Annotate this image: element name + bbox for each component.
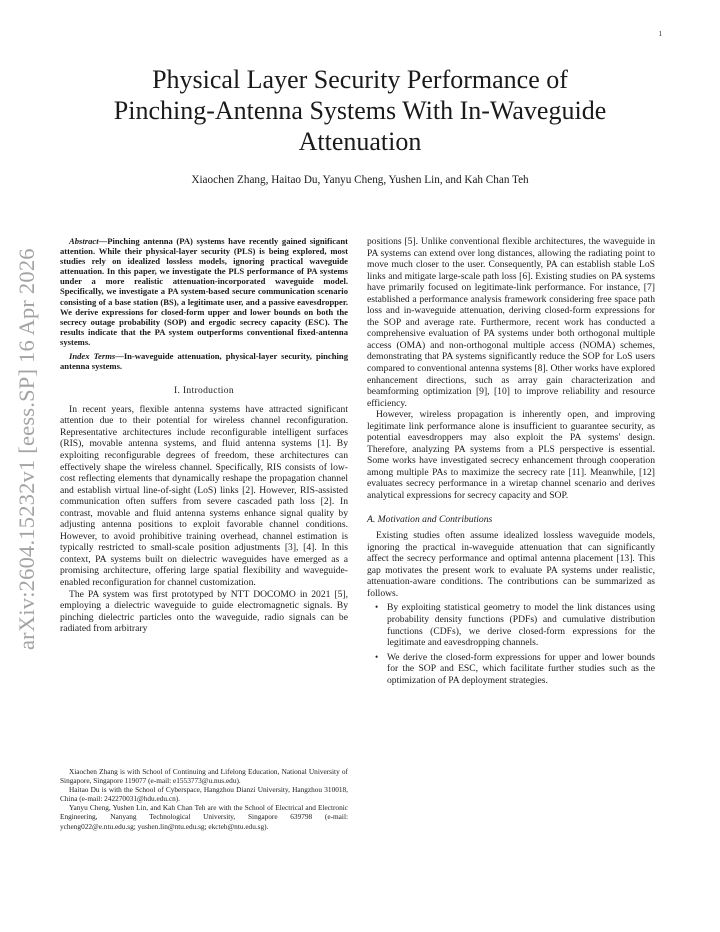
- paper-title: [60, 64, 660, 157]
- page-number: 1: [658, 30, 662, 38]
- intro-paragraph: The PA system was first prototyped by NTT DOCOMO in 2021 [5], employing a dielectric waveguide to guide electromagnetic signals. By pinching dielectric particles onto the waveguide, radio signals can be radiated from arbitrary: [60, 588, 348, 635]
- index-terms-label: Index Terms: [69, 351, 116, 362]
- title-line: Physical Layer Security Performance of: [152, 65, 568, 94]
- abstract-label: Abstract: [69, 236, 99, 246]
- index-terms-text: —In-waveguide attenuation, physical-layer security, pinching antenna systems.: [60, 351, 348, 372]
- intro-paragraph: In recent years, flexible antenna systems have attracted significant attention due to their potential for wireless channel reconfiguration. Representative architectures include reconfigurable intelligent surfaces (RIS), movable antenna systems, and fluid antenna systems [1]. By exploiting reconfigurable degrees of freedom, these architectures can effectively shape the wireless channel. Specifically, RIS consists of low-cost reflecting elements that dynamically reshape the propagation channel and establish virtual line-of-sight (LoS) links [2]. However, RIS-assisted communication often suffers from severe cascaded path loss [2]. In contrast, movable and fluid antenna systems enhance signal quality by adjusting antenna positions to exploit favorable channel conditions. However, to avoid prohibitive training overhead, channel estimation is typically restricted to small-scale position adjustments [3], [4]. In this context, PA systems built on dielectric waveguides have emerged as a promising architecture, offering large spatial flexibility and waveguide-enabled reconfiguration for channel customization.: [60, 403, 348, 588]
- body-paragraph: positions [5]. Unlike conventional flexible architectures, the waveguide in PA systems can extend over long distances, allowing the radiating point to move much closer to the user. Consequently, PA can establish stable LoS links and mitigate large-scale path loss [6]. Existing studies on PA systems have primarily focused on legitimate-link performance. For instance, [7] established a performance analysis framework considering free space path loss and in-waveguide attenuation, deriving closed-form expressions for the SOP and average rate. Furthermore, recent work has conducted a comprehensive evaluation of PA systems under both orthogonal multiple access (OMA) and non-orthogonal multiple access (NOMA) schemes, demonstrating that PA systems significantly reduce the SOP for LoS users compared to conventional antenna systems [8]. Other works have explored enhancement directions, such as array gain characterization and beamforming optimization [9], [10] to improve reliability and resource efficiency.: [367, 236, 655, 409]
- footnote: Yanyu Cheng, Yushen Lin, and Kah Chan Teh are with the School of Electrical and Electronic Engineering, Nanyang Technological University, Singapore 639798 (e-mail: ycheng022@e.ntu.edu.sg; yushen.lin@ntu.edu.sg; ekcteh@ntu.edu.sg).: [60, 803, 348, 831]
- contribution-text: We derive the closed-form expressions for upper and lower bounds for the SOP and ESC, which facilitate further studies such as the optimization of PA deployment strategies.: [387, 651, 655, 686]
- abstract: [60, 236, 348, 347]
- footnote: Haitao Du is with the School of Cyberspace, Hangzhou Dianzi University, Hangzhou 310018, China (e-mail: 242270031@hdu.edu.cn).: [60, 785, 348, 804]
- bullet-icon: •: [375, 651, 379, 662]
- index-terms: [60, 351, 348, 371]
- arxiv-identifier: arXiv:2604.15232v1 [eess.SP] 16 Apr 2026: [14, 248, 39, 650]
- contribution-item: [375, 602, 655, 649]
- body-paragraph: However, wireless propagation is inherently open, and improving legitimate link performance alone is insufficient to guarantee security, as potential eavesdroppers may also exploit the PA systems' design. Therefore, analyzing PA systems from a PLS perspective is essential. Some works have investigated secrecy enhancement through cooperation among multiple PAs to maximize the secrecy rate [11]. Meanwhile, [12] evaluates secrecy performance in a wiretap channel scenario and derives analytical expressions for secrecy capacity and SOP.: [367, 409, 655, 502]
- author-affiliation-footnotes: [60, 767, 348, 831]
- subsection-heading-motivation: A. Motivation and Contributions: [367, 513, 493, 525]
- bullet-icon: •: [375, 602, 379, 613]
- section-heading-introduction: I. Introduction: [174, 385, 234, 397]
- title-line: Attenuation: [298, 127, 422, 156]
- contribution-item: [375, 651, 655, 687]
- author-list: Xiaochen Zhang, Haitao Du, Yanyu Cheng, Yushen Lin, and Kah Chan Teh: [191, 174, 529, 186]
- abstract-text: —Pinching antenna (PA) systems have recently gained significant attention. While their physical-layer security (PLS) is being explored, most studies rely on idealized lossless models, ignoring practical waveguide attenuation. In this paper, we investigate the PLS performance of PA systems under a more realistic attenuation-incorporated waveguide model. Specifically, we investigate a PA system-based secure communication scenario consisting of a base station (BS), a legitimate user, and a passive eavesdropper. We derive expressions for closed-form upper and lower bounds on both the secrecy outage probability (SOP) and ergodic secrecy capacity (ESC). The results indicate that the PA system outperforms conventional fixed-antenna systems.: [60, 236, 348, 347]
- footnote: Xiaochen Zhang is with School of Continuing and Lifelong Education, National University of Singapore, Singapore 119077 (e-mail: e1553773@u.nus.edu).: [60, 767, 348, 786]
- motivation-paragraph: Existing studies often assume idealized lossless waveguide models, ignoring the practical in-waveguide attenuation that can significantly affect the secrecy performance and optimal antenna placement [13]. This gap motivates the present work to evaluate PA systems under realistic, attenuation-aware conditions. The contributions can be summarized as follows.: [367, 530, 655, 599]
- left-column: [60, 236, 348, 635]
- contribution-text: By exploiting statistical geometry to model the link distances using probability density functions (PDFs) and cumulative distribution functions (CDFs), we derive closed-form expressions for the legitimate and eavesdropping channels.: [387, 602, 655, 649]
- title-line: Pinching-Antenna Systems With In-Waveguide: [113, 96, 607, 125]
- contributions-list: [367, 602, 655, 686]
- right-column: [367, 236, 655, 689]
